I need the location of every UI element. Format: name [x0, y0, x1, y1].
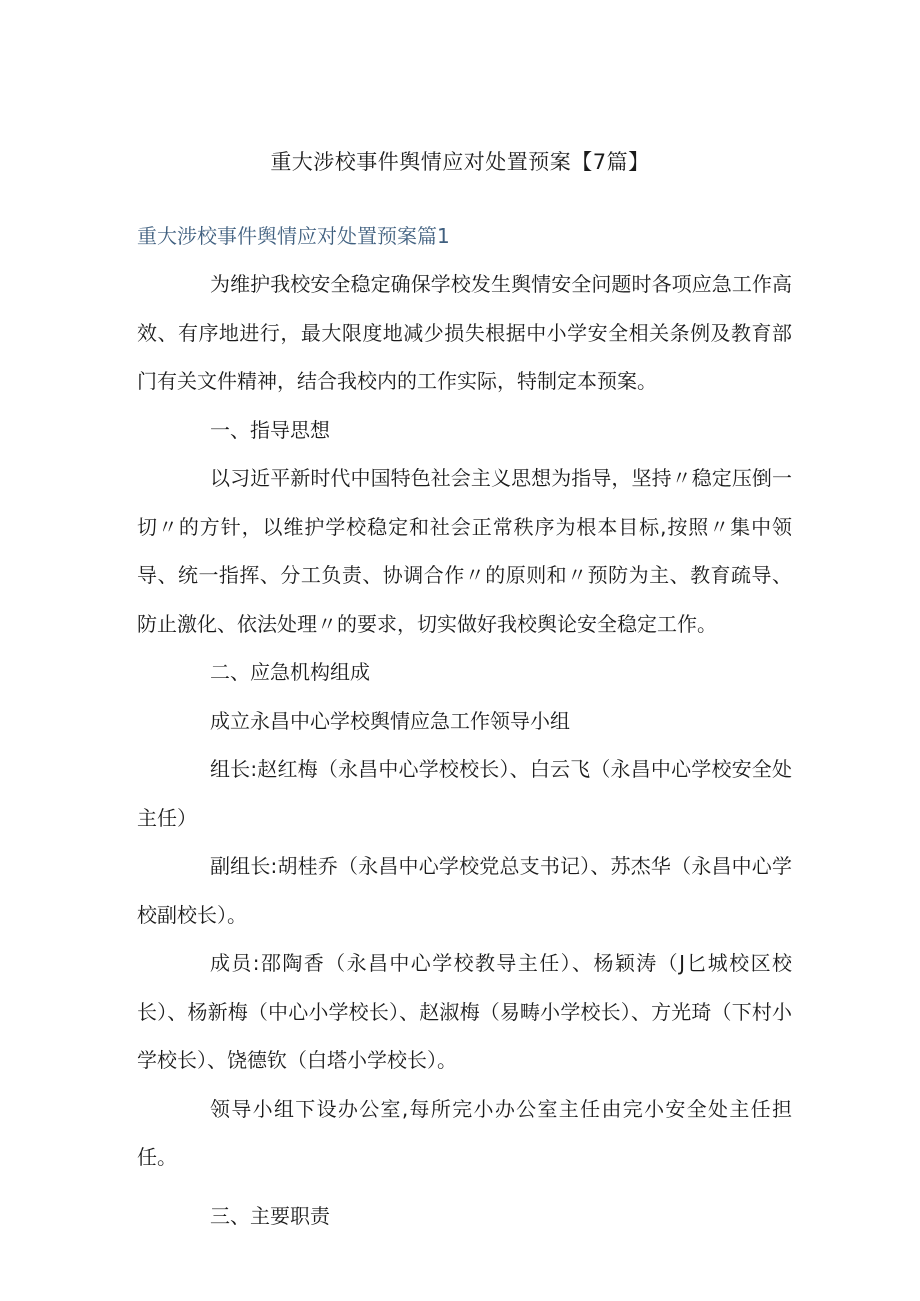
paragraph-group-leader: 组长:赵红梅（永昌中心学校校长）、白云飞（永昌中心学校安全处主任）	[137, 757, 792, 830]
heading-guiding-ideology: 一、指导思想	[210, 417, 330, 442]
paragraph-members: 成员:邵陶香（永昌中心学校教导主任）、杨颖涛（J匕城校区校长）、杨新梅（中心小学校长）、赵淑梅（易畴小学校长）、方光琦（下村小学校长）、饶德钦（白塔小学校长）。	[137, 951, 792, 1072]
paragraph-leading-group: 成立永昌中心学校舆情应急工作领导小组	[210, 708, 570, 733]
paragraph-office: 领导小组下设办公室,每所完小办公室主任由完小安全处主任担任。	[137, 1096, 792, 1169]
heading-emergency-organization: 二、应急机构组成	[210, 660, 370, 684]
paragraph-deputy-leader: 副组长:胡桂乔（永昌中心学校党总支书记）、苏杰华（永昌中心学校副校长）。	[137, 854, 792, 927]
heading-main-duties: 三、主要职责	[210, 1203, 330, 1228]
paragraph-intro: 为维护我校安全稳定确保学校发生舆情安全问题时各项应急工作高效、有序地进行，最大限度地减少损失根据中小学安全相关条例及教育部门有关文件精神，结合我校内的工作实际，特制定本预案。	[137, 272, 792, 393]
document-title: 重大涉校事件舆情应对处置预案【7篇】	[270, 150, 650, 174]
document-body	[137, 260, 792, 1240]
section-heading: 重大涉校事件舆情应对处置预案篇1	[137, 224, 450, 248]
paragraph-guiding-ideology: 以习近平新时代中国特色社会主义思想为指导，坚持〃稳定压倒一切〃的方针，以维护学校稳定和社会正常秩序为根本目标,按照〃集中领导、统一指挥、分工负责、协调合作〃的原则和〃预防为主、教育疏导、防止激化、依法处理〃的要求，切实做好我校舆论安全稳定工作。	[137, 466, 792, 636]
